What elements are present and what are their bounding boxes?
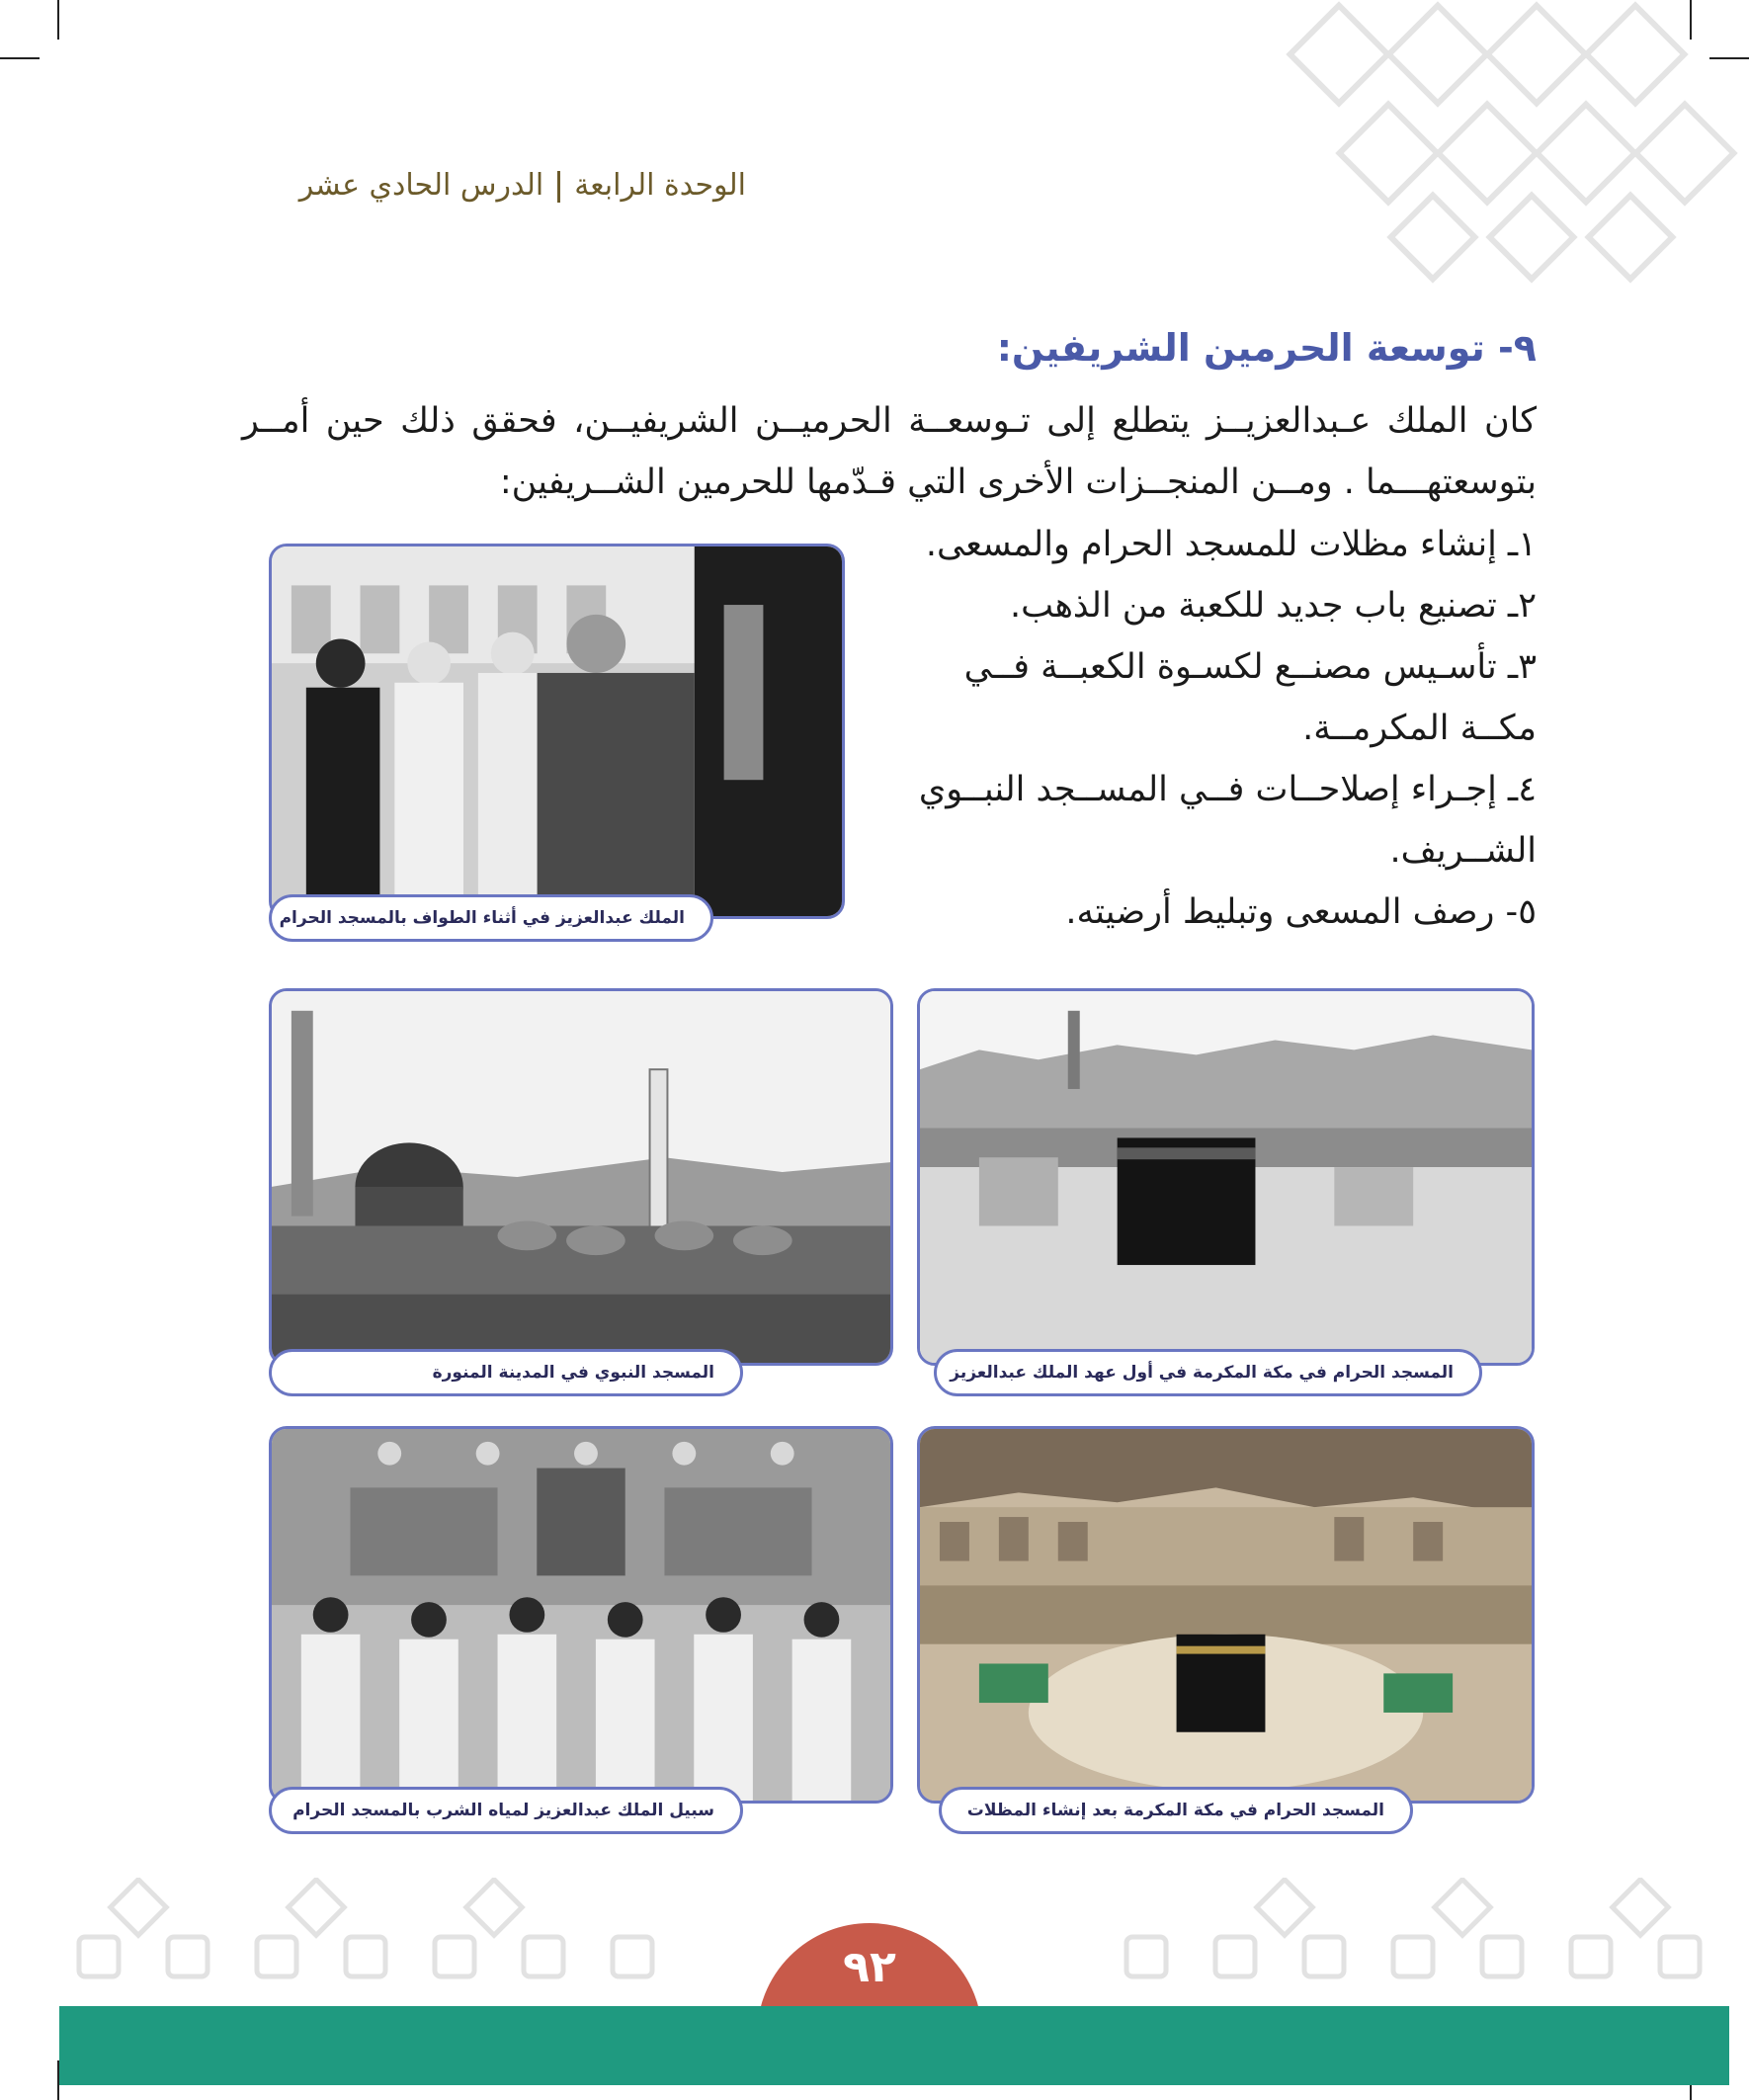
section-title: ٩- توسعة الحرمين الشريفين: [996,326,1537,370]
list-item: ٣ـ تأسـيس مصنــع لكسـوة الكعبــة فــي مكــة المكرمــة. [963,647,1537,748]
caption-haram-canopies: المسجد الحرام في مكة المكرمة بعد إنشاء المظلات [939,1787,1413,1834]
caption-sabil: سبيل الملك عبدالعزيز لمياه الشرب بالمسجد الحرام [269,1787,743,1834]
achievements-list [894,514,1537,943]
caption-king-tawaf: الملك عبدالعزيز في أثناء الطواف بالمسجد الحرام [269,894,713,942]
photo-haram-early [917,988,1535,1366]
list-item: ٥- رصف المسعى وتبليط أرضيته. [1065,892,1537,932]
list-item: ٤ـ إجـراء إصلاحــات فــي المســجد النبــوي الشــريف. [918,770,1537,871]
caption-nabawi: المسجد النبوي في المدينة المنورة [269,1349,743,1396]
intro-paragraph: كان الملك عـبدالعزيــز يتطلع إلى تـوسعــة الحرميــن الشريفيــن، فحقق ذلك حين أمــر بتوسعتهـــما . ومــن المنجــزات الأخرى التي قـدّمها للحرمين الشــريفين: [242,401,1537,502]
unit-label: الوحدة الرابعة [574,168,746,203]
decorative-pattern-top [978,0,1749,296]
page-header [299,168,746,203]
photo-nabawi [269,988,893,1366]
photo-haram-canopies [917,1426,1535,1804]
photo-king-tawaf [269,544,845,919]
footer-bar [59,2006,1729,2085]
crop-mark [57,0,59,40]
header-divider [557,171,560,203]
list-item: ٢ـ تصنيع باب جديد للكعبة من الذهب. [1009,586,1537,626]
lesson-label: الدرس الحادي عشر [298,168,544,203]
caption-haram-early: المسجد الحرام في مكة المكرمة في أول عهد الملك عبدالعزيز [934,1349,1482,1396]
crop-mark [0,57,40,59]
list-item: ١ـ إنشاء مظلات للمسجد الحرام والمسعى. [925,525,1537,564]
page-number: ٩٢ [843,1942,896,1992]
photo-sabil [269,1426,893,1804]
